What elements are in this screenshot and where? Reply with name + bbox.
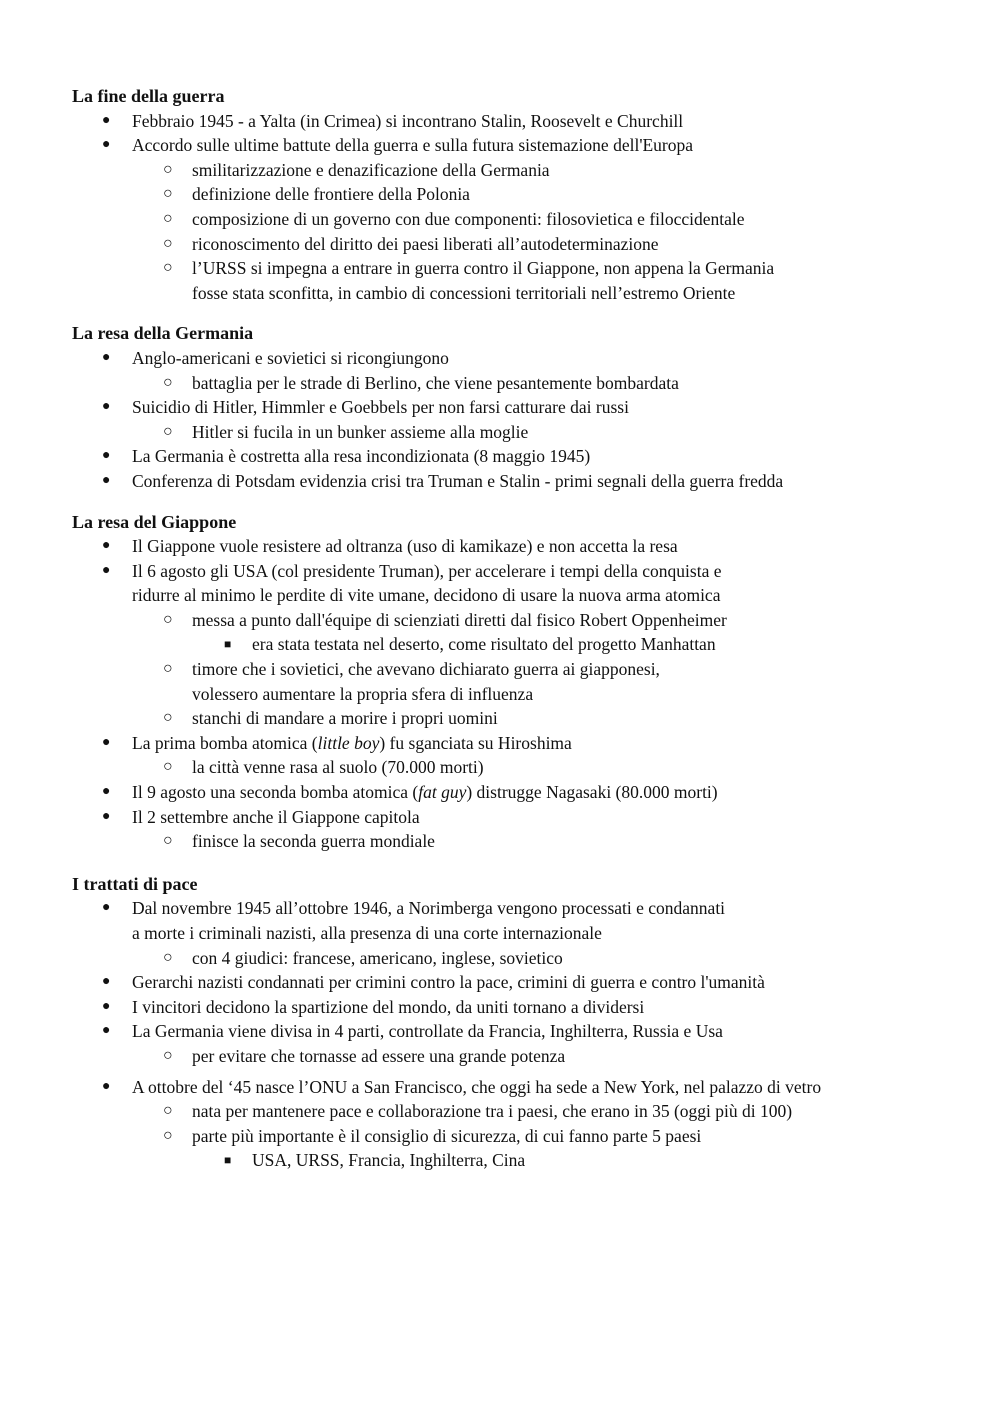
bullet-disc-icon: ● [102, 734, 111, 750]
list-item-text: Il 6 agosto gli USA (col presidente Truman), per accelerare i tempi della conquista e [132, 560, 722, 581]
list-item [72, 444, 952, 469]
list-item-text: per evitare che tornasse ad essere una grande potenza [192, 1045, 566, 1066]
bullet-disc-icon: ● [102, 562, 111, 578]
list-item [72, 995, 952, 1020]
list-item [72, 1075, 952, 1100]
section [72, 872, 952, 1173]
bullet-square-icon: ■ [224, 1153, 232, 1168]
section-heading: I trattati di pace [72, 873, 198, 894]
text-segment: La prima bomba atomica ( [132, 732, 318, 753]
italic-term: little boy [317, 732, 380, 753]
bullet-circle-icon: ○ [163, 234, 173, 252]
bullet-circle-icon: ○ [163, 1126, 173, 1144]
list-item-text: l’URSS si impegna a entrare in guerra contro il Giappone, non appena la Germania [192, 258, 775, 279]
list-item [72, 829, 952, 854]
list-item-text: battaglia per le strade di Berlino, che viene pesantemente bombardata [192, 372, 679, 393]
section-spacer [72, 305, 952, 321]
list-item [72, 608, 952, 633]
section [72, 321, 952, 493]
text-segment: ) distrugge Nagasaki (80.000 morti) [466, 782, 718, 803]
bullet-circle-icon: ○ [163, 1102, 173, 1120]
list-item [72, 182, 952, 207]
list-item [72, 133, 952, 158]
bullet-disc-icon: ● [102, 538, 111, 554]
list-item [72, 970, 952, 995]
bullet-disc-icon: ● [102, 112, 111, 128]
list-item-text: fosse stata sconfitta, in cambio di concessioni territoriali nell’estremo Oriente [192, 282, 736, 303]
list-item-text: timore che i sovietici, che avevano dichiarato guerra ai giapponesi, [192, 659, 660, 680]
section-heading: La fine della guerra [72, 86, 225, 106]
list-item-text: Dal novembre 1945 all’ottobre 1946, a Norimberga vengono processati e condannati [132, 898, 726, 919]
list-item-text: definizione delle frontiere della Polonia [192, 184, 470, 205]
text-segment: ) fu sganciata su Hiroshima [379, 732, 572, 753]
list-item [72, 896, 952, 945]
list-item [72, 420, 952, 445]
list-item-text: Il Giappone vuole resistere ad oltranza (uso di kamikaze) e non accetta la resa [132, 536, 678, 557]
list-item-text: Febbraio 1945 - a Yalta (in Crimea) si incontrano Stalin, Roosevelt e Churchill [132, 110, 684, 131]
bullet-disc-icon: ● [102, 974, 111, 990]
list-item [72, 534, 952, 559]
list-item-text: Anglo-americani e sovietici si ricongiungono [132, 347, 449, 368]
list-item-text: finisce la seconda guerra mondiale [192, 831, 435, 852]
bullet-circle-icon: ○ [163, 185, 173, 203]
list-item-text: era stata testata nel deserto, come risultato del progetto Manhattan [252, 634, 716, 655]
bullet-disc-icon: ● [102, 472, 111, 488]
bullet-disc-icon: ● [102, 399, 111, 415]
list-item-text [132, 780, 952, 805]
list-item [72, 207, 952, 232]
list-item-text: riconoscimento del diritto dei paesi liberati all’autodeterminazione [192, 233, 659, 254]
list-item-text: Accordo sulle ultime battute della guerra e sulla futura sistemazione dell'Europa [132, 135, 694, 156]
list-item [72, 395, 952, 420]
list-item [72, 559, 952, 608]
section-spacer [72, 854, 952, 872]
list-item [72, 731, 952, 756]
bullet-disc-icon: ● [102, 448, 111, 464]
list-item-text: parte più importante è il consiglio di sicurezza, di cui fanno parte 5 paesi [192, 1125, 702, 1146]
list-item [72, 780, 952, 805]
bullet-circle-icon: ○ [163, 422, 173, 440]
bullet-circle-icon: ○ [163, 758, 173, 776]
list-item-text: I vincitori decidono la spartizione del mondo, da uniti tornano a dividersi [132, 996, 645, 1017]
list-item [72, 346, 952, 371]
section-spacer [72, 494, 952, 510]
list-item [72, 805, 952, 830]
bullet-circle-icon: ○ [163, 259, 173, 277]
section-heading: La resa del Giappone [72, 511, 237, 532]
bullet-circle-icon: ○ [163, 160, 173, 178]
list-item-text: ridurre al minimo le perdite di vite umane, decidono di usare la nuova arma atomica [132, 585, 721, 606]
list-item [72, 158, 952, 183]
list-item [72, 1148, 952, 1173]
list-item-text: con 4 giudici: francese, americano, inglese, sovietico [192, 947, 563, 968]
list-item [72, 1099, 952, 1124]
list-item [72, 256, 952, 305]
list-item [72, 706, 952, 731]
bullet-disc-icon: ● [102, 900, 111, 916]
bullet-circle-icon: ○ [163, 610, 173, 628]
italic-term: fat guy [418, 782, 467, 803]
list-item-text: stanchi di mandare a morire i propri uomini [192, 708, 498, 729]
document-content [72, 84, 952, 1173]
list-item-text: USA, URSS, Francia, Inghilterra, Cina [252, 1150, 526, 1171]
bullet-circle-icon: ○ [163, 373, 173, 391]
list-item-text: la città venne rasa al suolo (70.000 morti) [192, 757, 484, 778]
list-item [72, 1044, 952, 1069]
list-item [72, 469, 952, 494]
bullet-disc-icon: ● [102, 998, 111, 1014]
bullet-disc-icon: ● [102, 1078, 111, 1094]
bullet-circle-icon: ○ [163, 209, 173, 227]
list-item-text [132, 731, 952, 756]
list-item-text: nata per mantenere pace e collaborazione tra i paesi, che erano in 35 (oggi più di 100) [192, 1101, 793, 1122]
list-item-text: Hitler si fucila in un bunker assieme alla moglie [192, 421, 529, 442]
list-item [72, 1124, 952, 1149]
list-item [72, 109, 952, 134]
bullet-circle-icon: ○ [163, 709, 173, 727]
list-item-text: volessero aumentare la propria sfera di influenza [192, 683, 534, 704]
bullet-disc-icon: ● [102, 1023, 111, 1039]
list-item [72, 657, 952, 706]
bullet-square-icon: ■ [224, 637, 232, 652]
list-item [72, 232, 952, 257]
list-item-text: messa a punto dall'équipe di scienziati diretti dal fisico Robert Oppenheimer [192, 609, 727, 630]
list-item-text: Conferenza di Potsdam evidenzia crisi tra Truman e Stalin - primi segnali della guerra fredda [132, 470, 784, 491]
bullet-circle-icon: ○ [163, 660, 173, 678]
list-item-text: La Germania è costretta alla resa incondizionata (8 maggio 1945) [132, 446, 591, 467]
list-item-text: Gerarchi nazisti condannati per crimini contro la pace, crimini di guerra e contro l'umanità [132, 972, 765, 993]
list-item-text: composizione di un governo con due componenti: filosovietica e filoccidentale [192, 208, 745, 229]
list-item [72, 755, 952, 780]
bullet-disc-icon: ● [102, 349, 111, 365]
list-item [72, 371, 952, 396]
text-segment: Il 9 agosto una seconda bomba atomica ( [132, 782, 419, 803]
section [72, 84, 952, 305]
list-item [72, 1019, 952, 1044]
list-item-text: Suicidio di Hitler, Himmler e Goebbels per non farsi catturare dai russi [132, 397, 629, 418]
bullet-circle-icon: ○ [163, 1046, 173, 1064]
list-item-text: a morte i criminali nazisti, alla presenza di una corte internazionale [132, 923, 602, 943]
list-item [72, 632, 952, 657]
section-heading: La resa della Germania [72, 323, 254, 344]
list-item [72, 946, 952, 971]
list-item-text: A ottobre del ‘45 nasce l’ONU a San Francisco, che oggi ha sede a New York, nel palazzo di vetro [132, 1076, 822, 1097]
bullet-circle-icon: ○ [163, 948, 173, 966]
list-item-text: Il 2 settembre anche il Giappone capitola [132, 806, 420, 827]
bullet-circle-icon: ○ [163, 832, 173, 850]
section [72, 510, 952, 854]
bullet-disc-icon: ● [102, 137, 111, 153]
list-item-text: La Germania viene divisa in 4 parti, controllate da Francia, Inghilterra, Russia e Usa [132, 1021, 723, 1042]
list-item-text: smilitarizzazione e denazificazione della Germania [192, 159, 550, 180]
bullet-disc-icon: ● [102, 784, 111, 800]
bullet-disc-icon: ● [102, 808, 111, 824]
